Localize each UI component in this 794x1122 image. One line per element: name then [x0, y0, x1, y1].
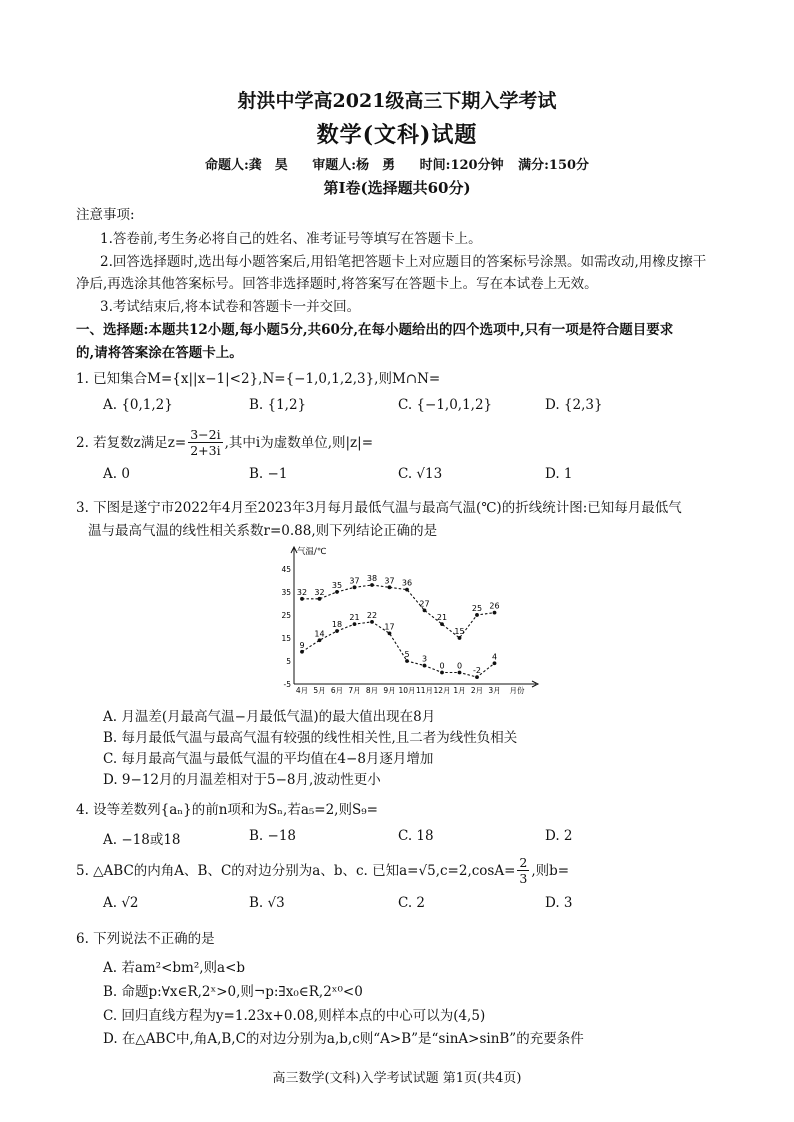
data-label: 21: [349, 613, 360, 623]
q2-denominator: 2+3i: [190, 443, 221, 458]
data-label: 38: [366, 574, 378, 584]
y-tick-label: 35: [281, 587, 291, 597]
y-axis-label: 气温/℃: [297, 547, 327, 557]
x-tick-label: 9月: [383, 686, 396, 695]
data-point: [475, 613, 479, 617]
series-line: [302, 585, 495, 638]
data-point: [493, 661, 497, 665]
data-label: 15: [454, 626, 465, 636]
q3-option-a: A. 月温差(月最高气温−月最低气温)的最大值出现在8月: [103, 709, 436, 725]
q1-option-c: C. {−1,0,1,2}: [398, 397, 493, 413]
data-point: [353, 622, 357, 626]
x-axis-label: 月份: [509, 686, 525, 695]
data-point: [300, 650, 304, 654]
section-heading: 一、选择题:本题共12小题,每小题5分,共60分,在每小题给出的四个选项中,只有一项是符合题目要求: [76, 322, 674, 338]
q4-option-b: B. −18: [249, 828, 296, 844]
chart-axes: [281, 546, 538, 695]
q2-option-b: B. −1: [249, 466, 288, 482]
notice-item: 1.答卷前,考生务必将自己的姓名、准考证号等填写在答题卡上。: [100, 231, 482, 247]
data-point: [318, 638, 322, 642]
q5-stem-part2: ,则b=: [531, 862, 570, 879]
x-tick-label: 5月: [313, 686, 326, 695]
q6-option-d: D. 在△ABC中,角A,B,C的对边分别为a,b,c则“A>B”是“sinA>sinB”的充要条件: [103, 1031, 584, 1047]
q3-option-b: B. 每月最低气温与最高气温有较强的线性相关性,且二者为线性负相关: [103, 730, 518, 746]
data-label: 9: [299, 640, 305, 650]
x-tick-label: 3月: [488, 686, 501, 695]
data-label: 27: [419, 599, 430, 609]
q2-numerator: 3−2i: [190, 427, 221, 442]
exam-subtitle: 数学(文科)试题: [316, 122, 478, 148]
chart-marks: [297, 574, 500, 679]
data-point: [335, 590, 339, 594]
q1-option-d: D. {2,3}: [545, 397, 603, 413]
exam-meta: [0, 154, 794, 173]
data-label: 25: [471, 603, 483, 613]
data-point: [423, 608, 427, 612]
q5-fraction: [517, 855, 529, 886]
data-label: 37: [384, 576, 395, 586]
data-point: [300, 597, 304, 601]
data-point: [493, 611, 497, 615]
data-point: [370, 620, 374, 624]
data-point: [458, 636, 462, 640]
data-point: [335, 629, 339, 633]
q4-option-c: C. 18: [398, 828, 434, 844]
data-point: [370, 583, 374, 587]
question-6-stem: 6. 下列说法不正确的是: [76, 931, 215, 947]
q2-option-c: C. √13: [398, 466, 443, 482]
q2-option-a: A. 0: [103, 466, 130, 482]
x-tick-label: 4月: [295, 686, 309, 695]
data-point: [475, 675, 479, 679]
data-label: 35: [331, 580, 343, 590]
x-tick-label: 2月: [470, 686, 484, 695]
full-score: 满分:150分: [518, 158, 590, 173]
q2-fraction: [188, 427, 222, 458]
notice-item: 3.考试结束后,将本试卷和答题卡一并交回。: [100, 299, 361, 315]
data-point: [458, 671, 462, 675]
question-4-stem: 4. 设等差数列{aₙ}的前n项和为Sₙ,若a₅=2,则S₉=: [76, 802, 378, 818]
section-heading-cont: 的,请将答案涂在答题卡上。: [76, 345, 243, 361]
data-label: 4: [491, 652, 498, 662]
q2-stem-part2: ,其中i为虚数单位,则|z|=: [224, 434, 374, 451]
q1-option-a: A. {0,1,2}: [103, 397, 173, 413]
data-point: [318, 597, 322, 601]
notice-heading: 注意事项:: [76, 207, 135, 223]
x-tick-label: 6月: [330, 686, 344, 695]
q4-option-a: A. −18或18: [103, 832, 181, 848]
temperature-line-chart: [272, 540, 542, 695]
q3-option-c: C. 每月最高气温与最低气温的平均值在4−8月逐月增加: [103, 751, 434, 767]
data-point: [405, 588, 409, 592]
x-tick-label: 12月: [433, 686, 451, 695]
question-3-stem: 3. 下图是遂宁市2022年4月至2023年3月每月最低气温与最高气温(℃)的折线统计图:已知每月最低气: [76, 500, 682, 516]
q6-option-a: A. 若am²<bm²,则a<b: [103, 960, 246, 976]
q3-option-d: D. 9−12月的月温差相对于5−8月,波动性更小: [103, 772, 381, 788]
time-limit: 时间:120分钟: [419, 158, 504, 173]
y-tick-label: 45: [281, 564, 291, 574]
q5-option-b: B. √3: [249, 895, 285, 911]
x-tick-label: 10月: [398, 686, 416, 695]
question-1-stem: 1. 已知集合M={x||x−1|<2},N={−1,0,1,2,3},则M∩N=: [76, 371, 441, 387]
data-label: 21: [436, 613, 448, 623]
q1-option-b: B. {1,2}: [249, 397, 307, 413]
y-tick-label: 5: [286, 656, 291, 666]
q6-option-c: C. 回归直线方程为y=1.23x+0.08,则样本点的中心可以为(4,5): [103, 1008, 486, 1024]
y-tick-label: -5: [283, 680, 291, 689]
page-footer: 高三数学(文科)入学考试试题 第1页(共4页): [272, 1071, 522, 1086]
data-label: 0: [456, 661, 463, 671]
question-2-stem: [76, 427, 373, 458]
author: 命题人:龚 昊: [204, 158, 288, 173]
data-label: 14: [314, 629, 325, 639]
data-label: 5: [404, 649, 410, 659]
y-tick-label: 25: [281, 610, 291, 620]
data-point: [405, 659, 409, 663]
data-point: [353, 585, 357, 589]
exam-title: 射洪中学高2021级高三下期入学考试: [237, 90, 557, 112]
q4-option-d: D. 2: [545, 828, 573, 844]
q5-option-a: A. √2: [103, 895, 139, 911]
data-point: [440, 622, 444, 626]
data-label: 18: [331, 620, 343, 630]
x-tick-label: 8月: [365, 686, 379, 695]
q6-option-b: B. 命题p:∀x∈R,2ˣ>0,则¬p:∃x₀∈R,2ˣ⁰<0: [103, 984, 363, 1000]
notice-item: 2.回答选择题时,选出每小题答案后,用铅笔把答题卡上对应题目的答案标号涂黑。如需改动,用橡皮擦干: [100, 254, 707, 270]
notice-item: 净后,再选涂其他答案标号。回答非选择题时,将答案写在答题卡上。写在本试卷上无效。: [76, 276, 598, 292]
question-3-stem-cont: 温与最高气温的线性相关系数r=0.88,则下列结论正确的是: [88, 523, 438, 539]
y-tick-label: 15: [281, 633, 291, 643]
data-label: 26: [489, 601, 500, 611]
data-label: 37: [349, 576, 360, 586]
q5-option-c: C. 2: [398, 895, 426, 911]
q5-numerator: 2: [519, 855, 528, 870]
data-point: [423, 664, 427, 668]
x-tick-label: 11月: [415, 686, 434, 695]
data-label: -2: [473, 666, 481, 676]
x-tick-label: 1月: [453, 686, 466, 695]
part-heading: 第Ⅰ卷(选择题共60分): [323, 179, 471, 197]
q2-option-d: D. 1: [545, 466, 573, 482]
data-label: 32: [296, 587, 308, 597]
data-label: 3: [421, 654, 428, 664]
data-label: 0: [439, 661, 445, 671]
data-point: [440, 671, 444, 675]
data-point: [388, 631, 392, 635]
data-label: 22: [366, 610, 378, 620]
reviewer: 审题人:杨 勇: [312, 158, 396, 173]
x-tick-label: 7月: [348, 686, 361, 695]
data-label: 32: [314, 587, 325, 597]
q5-option-d: D. 3: [545, 895, 573, 911]
data-label: 17: [384, 622, 395, 632]
data-label: 36: [401, 578, 413, 588]
q5-denominator: 3: [519, 871, 528, 886]
q5-stem-part1: 5. △ABC的内角A、B、C的对边分别为a、b、c. 已知a=√5,c=2,cosA=: [76, 862, 516, 879]
data-point: [388, 585, 392, 589]
q2-stem-part1: 2. 若复数z满足z=: [76, 434, 187, 451]
question-5-stem: [76, 855, 569, 886]
